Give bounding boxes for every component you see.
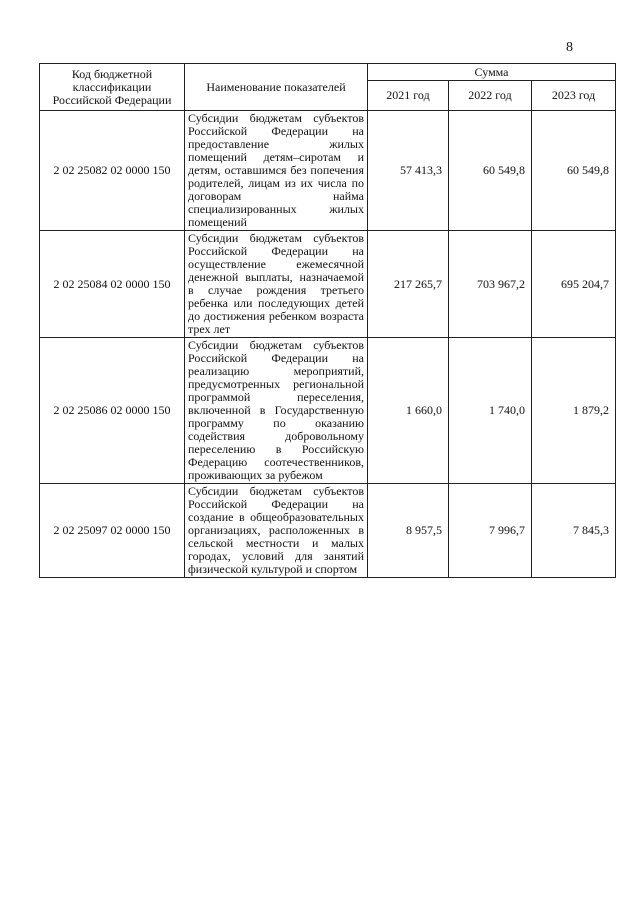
row-value-2023: 695 204,7 xyxy=(532,231,616,338)
row-value-2021: 1 660,0 xyxy=(368,338,449,484)
header-code: Код бюджетной классификации Российской Федерации xyxy=(40,64,185,111)
table-row xyxy=(40,484,616,578)
row-value-2021: 217 265,7 xyxy=(368,231,449,338)
row-code: 2 02 25084 02 0000 150 xyxy=(40,231,185,338)
row-value-2023: 60 549,8 xyxy=(532,111,616,231)
row-code: 2 02 25097 02 0000 150 xyxy=(40,484,185,578)
row-value-2023: 7 845,3 xyxy=(532,484,616,578)
row-value-2022: 7 996,7 xyxy=(449,484,532,578)
header-sum: Сумма xyxy=(368,64,616,81)
budget-table xyxy=(39,63,616,578)
header-name: Наименование показателей xyxy=(185,64,368,111)
header-year-2023: 2023 год xyxy=(532,81,616,111)
table-row xyxy=(40,231,616,338)
row-value-2022: 1 740,0 xyxy=(449,338,532,484)
row-value-2021: 57 413,3 xyxy=(368,111,449,231)
row-value-2023: 1 879,2 xyxy=(532,338,616,484)
row-name: Субсидии бюджетам субъектов Российской Федерации на создание в общеобразовательных организациях, расположенных в сельской местности и малых городах, условий для занятий физической культурой и спортом xyxy=(185,484,368,578)
header-year-2022: 2022 год xyxy=(449,81,532,111)
row-name: Субсидии бюджетам субъектов Российской Федерации на предоставление жилых помещений детям–сиротам и детям, оставшимся без попечения родителей, лицам из их числа по договорам найма специализированных жилых помещений xyxy=(185,111,368,231)
row-value-2021: 8 957,5 xyxy=(368,484,449,578)
row-code: 2 02 25086 02 0000 150 xyxy=(40,338,185,484)
row-name: Субсидии бюджетам субъектов Российской Федерации на реализацию мероприятий, предусмотренных региональной программой переселения, включенной в Государственную программу по оказанию содействия добровольному переселению в Российскую Федерацию соотечественников, проживающих за рубежом xyxy=(185,338,368,484)
row-code: 2 02 25082 02 0000 150 xyxy=(40,111,185,231)
header-row xyxy=(40,64,616,81)
page-number: 8 xyxy=(566,40,573,55)
header-year-2021: 2021 год xyxy=(368,81,449,111)
row-name: Субсидии бюджетам субъектов Российской Федерации на осуществление ежемесячной денежной выплаты, назначаемой в случае рождения третьего ребенка или последующих детей до достижения ребенком возраста трех лет xyxy=(185,231,368,338)
row-value-2022: 703 967,2 xyxy=(449,231,532,338)
row-value-2022: 60 549,8 xyxy=(449,111,532,231)
table-row xyxy=(40,338,616,484)
table-row xyxy=(40,111,616,231)
